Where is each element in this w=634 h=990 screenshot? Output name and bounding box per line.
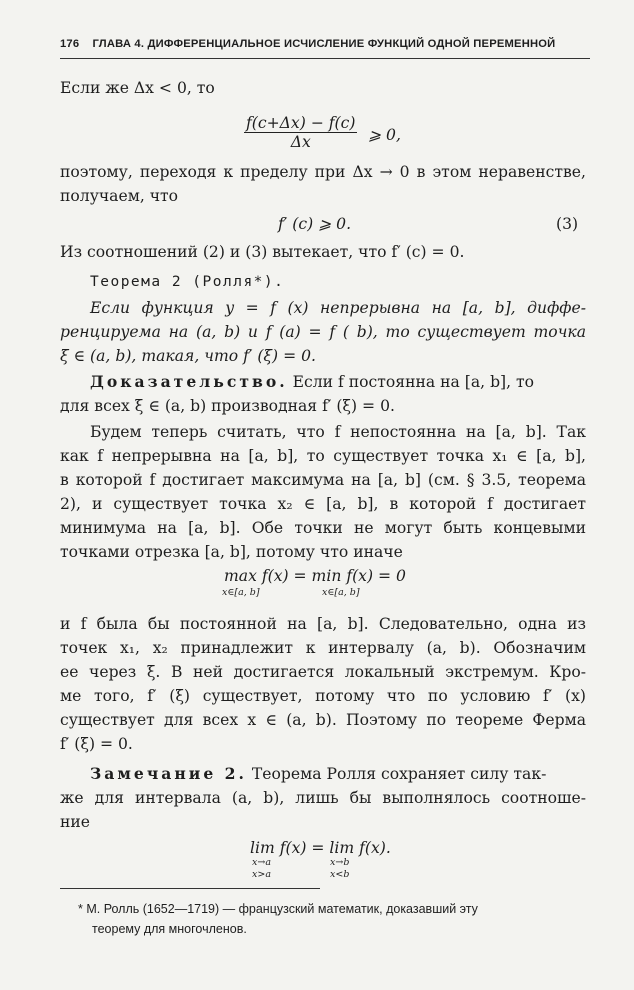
remark-text: Теорема Ролля сохраняет силу так- (246, 765, 547, 783)
text-line: же для интервала (a, b), лишь бы выполнялось соотноше- (60, 789, 586, 807)
proof-text: Если f постоянна на [a, b], то (287, 373, 535, 391)
text-line: и f была бы постоянной на [a, b]. Следовательно, одна из (60, 615, 586, 633)
max-subscript: x∈[a, b] (222, 587, 260, 598)
footnote-line: * М. Ролль (1652—1719) — французский математик, доказавший эту (78, 902, 478, 916)
theorem-line: ренцируема на (a, b) и f (a) = f ( b), то существует точка (60, 323, 586, 341)
fraction-numerator: f(c+Δx) − f(c) (246, 114, 356, 132)
text-line: ее через ξ. В ней достигается локальный экстремум. Кро- (60, 663, 586, 681)
fraction-formula (244, 114, 357, 151)
text-line: Из соотношений (2) и (3) вытекает, что f′ (c) = 0. (60, 243, 465, 261)
text-line: 2), и существует точка x₂ ∈ [a, b], в которой f достигает (60, 495, 586, 513)
text-line: Если же Δx < 0, то (60, 79, 215, 97)
text-line: как f непрерывна на [a, b], то существует точка x₁ ∈ [a, b], (60, 447, 586, 465)
theorem-line: ξ ∈ (a, b), такая, что f′ (ξ) = 0. (60, 347, 316, 365)
text-line: получаем, что (60, 187, 179, 205)
remark-line (90, 764, 546, 784)
chapter-title: ГЛАВА 4. ДИФФЕРЕНЦИАЛЬНОЕ ИСЧИСЛЕНИЕ ФУНКЦИЙ ОДНОЙ ПЕРЕМЕННОЙ (92, 38, 556, 50)
remark-label: Замечание 2. (90, 764, 247, 783)
text-line: Будем теперь считать, что f непостоянна на [a, b]. Так (90, 423, 586, 441)
footnote-line: теорему для многочленов. (92, 922, 247, 936)
equation-number: (3) (556, 215, 579, 233)
theorem-title: Теорема 2 (Ролля*). (90, 274, 285, 290)
lim-right-sub: x→b (330, 857, 350, 868)
header-rule (60, 58, 590, 59)
text-line: ние (60, 813, 91, 831)
page-number: 176 (60, 38, 80, 50)
text-line: в которой f достигает максимума на [a, b] (см. § 3.5, теорема (60, 471, 586, 489)
limit-formula: lim f(x) = lim f(x). (250, 839, 391, 857)
text-line: ме того, f′ (ξ) существует, потому что по условию f′ (x) (60, 687, 586, 705)
text-line: поэтому, переходя к пределу при Δx → 0 в этом неравенстве, (60, 163, 586, 181)
fraction-relation: ⩾ 0, (368, 126, 401, 144)
lim-left-sub: x>a (252, 869, 271, 880)
text-line: f′ (ξ) = 0. (60, 735, 133, 753)
footnote-rule (60, 888, 320, 889)
lim-right-sub: x<b (330, 869, 350, 880)
text-line: точками отрезка [a, b], потому что иначе (60, 543, 403, 561)
theorem-line: Если функция y = f (x) непрерывна на [a, b], диффе- (90, 299, 586, 317)
equation-3: f′ (c) ⩾ 0. (278, 215, 352, 233)
fraction-denominator: Δx (290, 133, 311, 151)
proof-label: Доказательство. (90, 372, 288, 391)
running-header (60, 38, 590, 50)
maxmin-formula: max f(x) = min f(x) = 0 (224, 567, 406, 585)
min-subscript: x∈[a, b] (322, 587, 360, 598)
text-line: существует для всех x ∈ (a, b). Поэтому по теореме Ферма (60, 711, 586, 729)
proof-line (90, 372, 534, 392)
text-line: точек x₁, x₂ принадлежит к интервалу (a, b). Обозначим (60, 639, 586, 657)
lim-left-sub: x→a (252, 857, 271, 868)
text-line: для всех ξ ∈ (a, b) производная f′ (ξ) = 0. (60, 397, 395, 415)
text-line: минимума на [a, b]. Обе точки не могут быть концевыми (60, 519, 586, 537)
